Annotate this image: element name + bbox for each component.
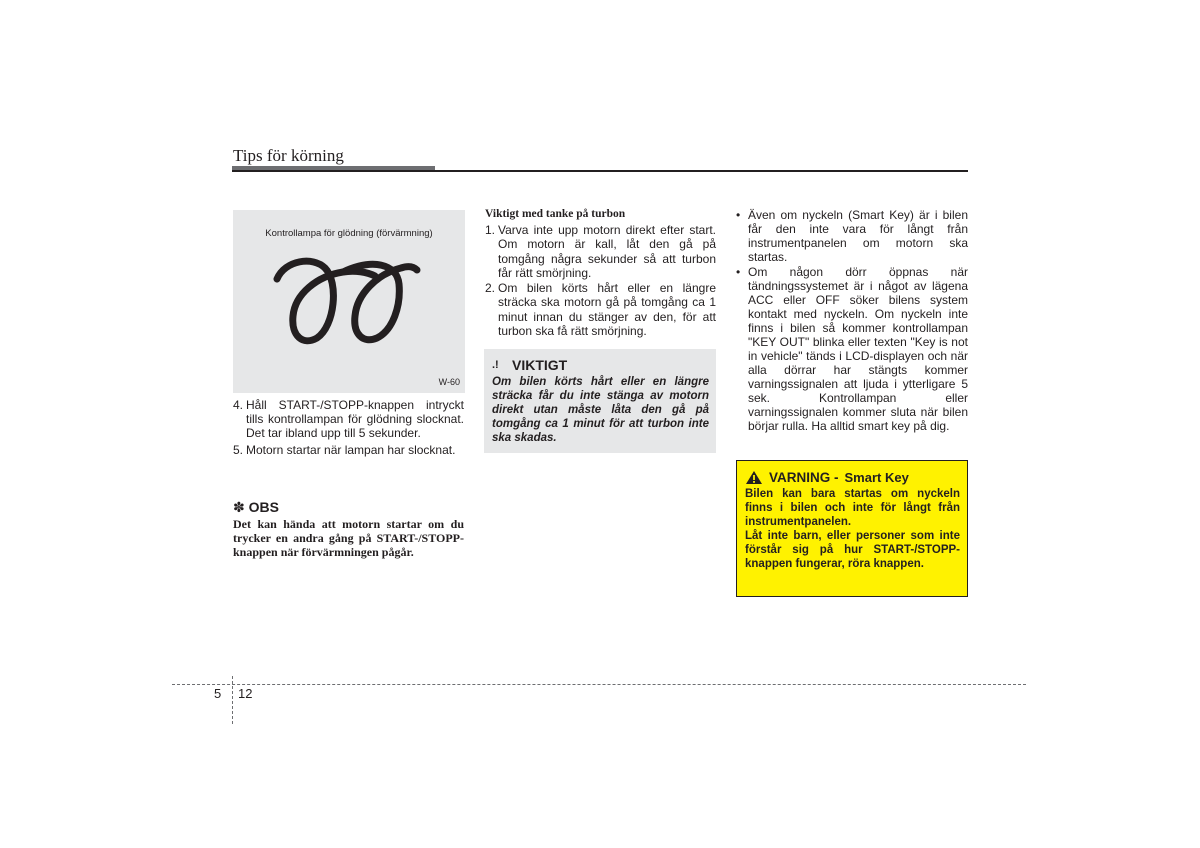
start-steps-list: [233, 398, 464, 460]
bullet-icon: •: [736, 265, 741, 279]
page-number: 12: [238, 686, 253, 701]
obs-title: OBS: [248, 499, 279, 515]
step-number: 1.: [485, 223, 496, 237]
step-text: Motorn startar när lampan har slocknat.: [246, 443, 456, 457]
turbo-steps-list: [485, 223, 716, 339]
figure-code: W-60: [438, 377, 460, 387]
warning-header: [745, 470, 960, 485]
list-item: [233, 398, 464, 440]
warning-subtitle: Smart Key: [844, 470, 909, 485]
list-item: [485, 223, 716, 280]
warning-title: VARNING -: [769, 470, 839, 485]
bullet-text: Även om nyckeln (Smart Key) är i bilen får den inte vara för långt från instrumentpanelen om motorn ska startas.: [748, 208, 968, 264]
footer-divider: [232, 676, 233, 724]
warning-triangle-icon: [745, 470, 763, 485]
glow-plug-coil-icon: [273, 254, 423, 354]
list-item: [233, 443, 464, 457]
step-text: Håll START-/STOPP-knappen intryckt tills kontrollampan för glödning slocknat. Det tar ibland upp till 5 sekunder.: [246, 398, 464, 440]
obs-text: Det kan hända att motorn startar om du trycker en andra gång på START-/STOPP-knappen när förvärmningen pågår.: [233, 517, 464, 559]
header-title: Tips för körning: [233, 146, 344, 165]
notice-text: Om bilen körts hårt eller en längre sträcka får du inte stänga av motorn direkt utan måste låta den gå på tomgång ca 1 minut för att turbon inte ska skadas.: [492, 376, 709, 444]
list-item: [736, 208, 968, 264]
step-text: Varva inte upp motorn direkt efter start. Om motorn är kall, låt den gå på tomgång några sekunder så att turbon får rätt smörjning.: [498, 223, 716, 280]
asterisk-icon: ✽: [233, 499, 245, 515]
list-item: [485, 281, 716, 338]
step-text: Om bilen körts hårt eller en längre sträcka ska motorn gå på tomgång ca 1 minut innan du stänger av den, för att turbon ska få rätt smörjning.: [498, 281, 716, 339]
header-rule: [232, 170, 968, 172]
figure-caption: Kontrollampa för glödning (förvärmning): [265, 228, 433, 239]
step-number: 2.: [485, 281, 496, 296]
notice-title: VIKTIGT: [512, 357, 568, 373]
glow-indicator-figure: [233, 210, 465, 393]
warning-paragraph: Bilen kan bara startas om nyckeln finns i bilen och inte för långt från instrumentpanelen.: [745, 488, 960, 528]
smart-key-bullets: [736, 208, 968, 434]
warning-box: [736, 460, 968, 597]
turbo-heading: Viktigt med tanke på turbon: [485, 208, 626, 220]
bullet-icon: •: [736, 208, 741, 222]
list-item: [736, 265, 968, 433]
obs-heading: [233, 499, 279, 516]
step-number: 5.: [233, 443, 244, 457]
chapter-number: 5: [214, 686, 222, 701]
notice-box: [484, 349, 716, 453]
notice-header: [492, 357, 709, 373]
warning-paragraph: Låt inte barn, eller personer som inte förstår sig på hur START-/STOPP-knappen fungerar, röra knappen.: [745, 530, 960, 570]
footer-rule: [172, 684, 1026, 685]
warning-body: [745, 487, 960, 571]
step-number: 4.: [233, 398, 244, 412]
bullet-text: Om någon dörr öppnas när tändningssystemet är i något av lägena ACC eller OFF söker bilens system kontakt med nyckeln. Om nyckeln inte finns i bilen så kommer kontrollampan "KEY OUT" blinka eller texten "Key is not in vehicle" tänds i LCD-displayen och när alla dörrar har stängts kommer varningssignalen att ljuda i ytterligare 5 sek. Kontrollampan eller varningssignalen kommer sluta när bilen börjar rulla. Ha alltid smart key på dig.: [748, 265, 968, 433]
exclamation-icon: .!: [492, 359, 499, 371]
